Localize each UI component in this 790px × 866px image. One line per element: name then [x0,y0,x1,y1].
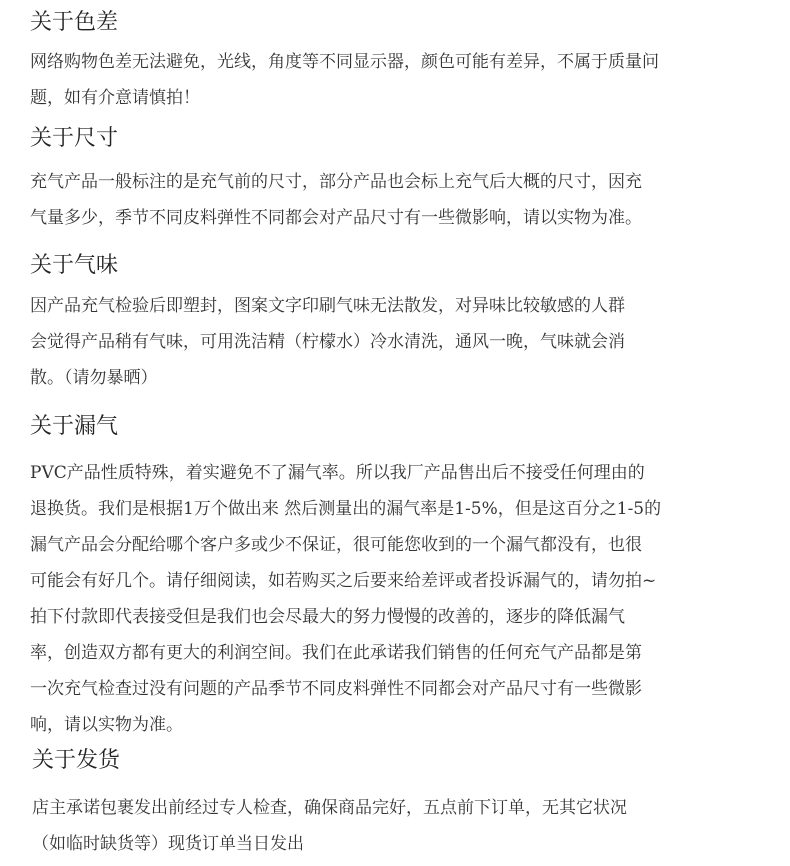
heading-shipping: 关于发货 [32,748,121,773]
paragraph-shipping [32,790,627,862]
heading-odor: 关于气味 [30,253,119,278]
paragraph-line: 一次充气检查过没有问题的产品季节不同皮料弹性不同都会对产品尺寸有一些微影 [30,679,642,699]
paragraph-line: 退换货。我们是根据1万个做出来 然后测量出的漏气率是1-5%，但是这百分之1-5的 [30,499,662,519]
heading-size: 关于尺寸 [30,126,119,151]
paragraph-line: 会觉得产品稍有气味，可用洗洁精（柠檬水）冷水清洗，通风一晚，气味就会消 [30,332,625,352]
paragraph-line: 充气产品一般标注的是充气前的尺寸，部分产品也会标上充气后大概的尺寸，因充 [30,172,642,192]
paragraph-line: 店主承诺包裹发出前经过专人检查，确保商品完好，五点前下订单，无其它状况 [32,798,627,818]
paragraph-odor [30,288,625,396]
paragraph-line: 拍下付款即代表接受但是我们也会尽最大的努力慢慢的改善的，逐步的降低漏气 [30,607,625,627]
paragraph-line: （如临时缺货等）现货订单当日发出 [32,834,304,854]
paragraph-line: 漏气产品会分配给哪个客户多或少不保证，很可能您收到的一个漏气都没有，也很 [30,535,642,555]
heading-air-leakage: 关于漏气 [30,414,119,439]
paragraph-line: 气量多少，季节不同皮料弹性不同都会对产品尺寸有一些微影响，请以实物为准。 [30,208,642,228]
paragraph-line: 网络购物色差无法避免，光线，角度等不同显示器，颜色可能有差异，不属于质量问 [30,52,659,72]
paragraph-line: 率，创造双方都有更大的利润空间。我们在此承诺我们销售的任何充气产品都是第 [30,643,642,663]
paragraph-line: 散。（请勿暴晒） [30,368,158,388]
paragraph-line: 可能会有好几个。请仔细阅读，如若购买之后要来给差评或者投诉漏气的，请勿拍~ [30,571,657,591]
paragraph-air-leakage [30,455,661,743]
paragraph-size [30,164,642,236]
paragraph-line: 题，如有介意请慎拍！ [30,88,200,108]
heading-color-difference: 关于色差 [30,10,119,35]
paragraph-color-difference [30,44,659,116]
paragraph-line: 响，请以实物为准。 [30,715,183,735]
paragraph-line: PVC产品性质特殊，着实避免不了漏气率。所以我厂产品售出后不接受任何理由的 [30,463,645,483]
paragraph-line: 因产品充气检验后即塑封，图案文字印刷气味无法散发，对异味比较敏感的人群 [30,296,625,316]
